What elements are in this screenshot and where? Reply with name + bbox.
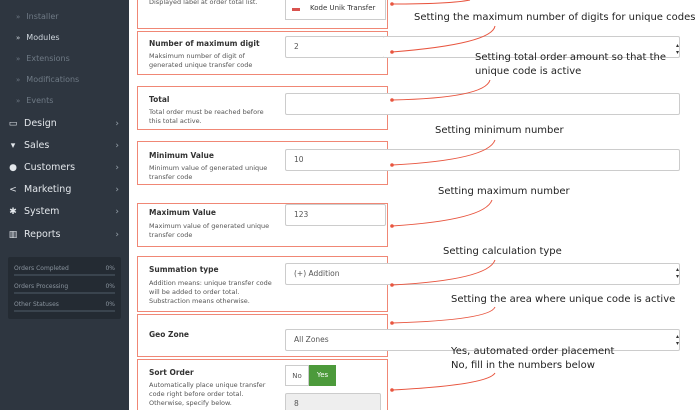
flag-icon <box>292 8 300 11</box>
total-input[interactable] <box>285 93 680 115</box>
sidebar-item-installer[interactable]: » Installer <box>16 12 59 21</box>
summation-select[interactable]: (+) Addition <box>285 263 680 285</box>
no-button[interactable]: No <box>285 365 309 386</box>
select-arrow-icon: ▴ ▾ <box>676 333 680 347</box>
chevron-right-icon: › <box>115 141 119 151</box>
max-value-help: Maximum value of generated unique transfer code <box>149 222 270 239</box>
max-value-input[interactable]: 123 <box>285 204 386 226</box>
top-field-help: Displayed label at order total list. <box>149 0 258 6</box>
summation-label: Summation type <box>149 265 219 274</box>
chevron-right-icon: › <box>115 163 119 173</box>
max-digit-label: Number of maximum digit <box>149 39 260 48</box>
sidebar-item-modifications[interactable]: » Modifications <box>16 75 80 84</box>
top-field-input[interactable]: Kode Unik Transfer <box>285 0 386 20</box>
stat-orders-processing: Orders Processing 0% <box>14 283 115 290</box>
min-value-label: Minimum Value <box>149 151 214 160</box>
select-arrow-icon: ▴ ▾ <box>676 266 680 280</box>
select-arrow-icon: ▴ ▾ <box>676 42 680 56</box>
chevron-right-icon: » <box>16 97 21 105</box>
gear-icon: ✱ <box>9 207 17 217</box>
stat-bar <box>14 274 115 276</box>
summation-help: Addition means: unique transfer code will be added to order total. Substraction means otherwise. <box>149 279 272 305</box>
sort-order-help: Automatically place unique transfer code right before order total. Otherwise, specify below. <box>149 381 266 407</box>
chevron-right-icon: › <box>115 119 119 129</box>
total-help: Total order must be reached before this total active. <box>149 108 264 125</box>
annotation-note: No, fill in the numbers below <box>451 360 595 371</box>
sidebar-item-reports[interactable]: ▥ Reports › <box>0 224 129 246</box>
annotation-note: Yes, automated order placement <box>451 346 615 357</box>
max-digit-help: Maksimum number of digit of generated unique transfer code <box>149 52 253 69</box>
chevron-right-icon: » <box>16 13 21 21</box>
order-stats <box>8 257 121 319</box>
chevron-right-icon: » <box>16 76 21 84</box>
chevron-right-icon: › <box>115 185 119 195</box>
sidebar-item-sales[interactable]: ▾ Sales › <box>0 135 129 157</box>
min-value-input[interactable]: 10 <box>285 149 680 171</box>
max-value-label: Maximum Value <box>149 208 216 217</box>
annotation-note: unique code is active <box>475 66 582 77</box>
geo-zone-select[interactable]: All Zones <box>285 329 680 351</box>
geo-zone-label: Geo Zone <box>149 330 190 339</box>
annotation-note: Setting total order amount so that the <box>475 52 667 63</box>
sidebar-item-marketing[interactable]: < Marketing › <box>0 179 129 201</box>
stat-bar <box>14 310 115 312</box>
sidebar-item-modules[interactable]: » Modules <box>16 33 60 42</box>
annotation-note: Setting minimum number <box>435 125 564 136</box>
chevron-right-icon: » <box>16 34 21 42</box>
sidebar-item-customers[interactable]: ● Customers › <box>0 157 129 179</box>
sidebar-item-design[interactable]: ▭ Design › <box>0 113 129 135</box>
stat-bar <box>14 292 115 294</box>
share-icon: < <box>9 185 17 195</box>
chevron-right-icon: › <box>115 230 119 240</box>
annotation-note: Setting the maximum number of digits for unique codes <box>414 12 696 23</box>
annotation-note: Setting calculation type <box>443 246 562 257</box>
stat-other-statuses: Other Statuses 0% <box>14 301 115 308</box>
annotation-note: Setting maximum number <box>438 186 570 197</box>
sidebar-item-events[interactable]: » Events <box>16 96 54 105</box>
bar-chart-icon: ▥ <box>8 230 18 240</box>
max-digit-input[interactable]: 2 <box>285 36 385 58</box>
yes-button[interactable]: Yes <box>309 365 336 386</box>
stat-orders-completed: Orders Completed 0% <box>14 265 115 272</box>
total-label: Total <box>149 95 170 104</box>
chevron-right-icon: › <box>115 207 119 217</box>
sidebar <box>0 0 129 410</box>
sort-order-label: Sort Order <box>149 368 194 377</box>
sidebar-item-system[interactable]: ✱ System › <box>0 201 129 223</box>
annotation-note: Setting the area where unique code is active <box>451 294 676 305</box>
min-value-help: Minimum value of generated unique transfer code <box>149 164 268 181</box>
cart-icon: ▾ <box>10 141 16 151</box>
sidebar-item-extensions[interactable]: » Extensions <box>16 54 70 63</box>
tv-icon: ▭ <box>8 119 18 129</box>
chevron-right-icon: » <box>16 55 21 63</box>
sort-order-input[interactable]: 8 <box>285 393 381 410</box>
user-icon: ● <box>9 163 17 173</box>
